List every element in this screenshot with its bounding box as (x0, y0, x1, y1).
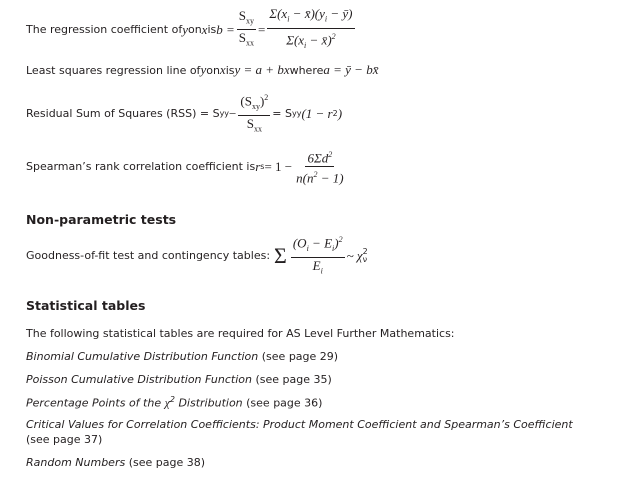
ls-is: is (225, 63, 235, 77)
rss-sub: yy (219, 109, 230, 119)
table-page: (see page 38) (125, 456, 206, 469)
num-a: Σ(x (269, 6, 288, 21)
spearman-num-sup: 2 (328, 150, 333, 159)
sxx: S (238, 30, 247, 46)
table-item-critical-values (26, 418, 573, 431)
regression-text: The regression coefficient of (26, 23, 183, 37)
sigma-symbol: Σ (274, 242, 287, 268)
g-approx: ~ χ (346, 247, 363, 263)
chi-symbol: χ (164, 395, 170, 410)
sxy-over-sxx (237, 9, 256, 51)
g-den-i: i (320, 266, 323, 276)
spearman-num: 6Σd (307, 150, 329, 166)
table-item-critical-values-page: (see page 37) (26, 433, 103, 446)
sxy-sub: xy (246, 16, 255, 26)
goodness-fraction (291, 233, 345, 279)
sxx-sub: xx (246, 38, 255, 48)
goodness-formula (26, 233, 368, 279)
table-item-chi-squared (26, 395, 322, 411)
g-chi-scripts (363, 248, 368, 264)
rss-fraction (238, 91, 270, 137)
goodness-text: Goodness-of-fit test and contingency tables: (26, 249, 271, 263)
num-end: − ȳ) (327, 6, 353, 21)
rss-num-sup: 2 (264, 93, 269, 102)
is-text: is (207, 23, 217, 37)
b-equals: b = (216, 21, 235, 37)
table-page: (see page 35) (251, 373, 332, 386)
den-a: Σ(x (286, 31, 305, 47)
g-num-i2: i (332, 243, 335, 253)
spearman-text: Spearman’s rank correlation coefficient is (26, 160, 256, 174)
g-num-mid: − E (308, 235, 333, 251)
spearman-fraction (294, 148, 345, 186)
table-item-binomial (26, 350, 338, 363)
tables-intro: The following statistical tables are required for AS Level Further Mathematics: (26, 327, 455, 340)
table-name: Binomial Cumulative Distribution Function (26, 350, 259, 363)
rss-tail-sup: 2 (332, 109, 338, 119)
table-page: (see page 36) (242, 396, 323, 410)
rss-formula (26, 91, 342, 137)
var-y: y (182, 21, 188, 37)
den-sup: 2 (331, 31, 336, 41)
g-chi-sup: 2 (362, 246, 368, 256)
ls-on: on (206, 63, 220, 77)
g-num-end: ) (334, 235, 339, 251)
g-num: (O (292, 235, 307, 251)
spearman-eq: = 1 − (264, 158, 293, 174)
ls-eq2: a = ȳ − bx̄ (323, 62, 379, 77)
spearman-r: r (255, 158, 261, 174)
table-name-pre: Percentage Points of the (26, 396, 165, 410)
g-num-sup: 2 (338, 235, 343, 244)
statistical-tables-heading: Statistical tables (26, 298, 146, 313)
ls-eq1: y = a + bx (234, 62, 290, 77)
equals-sign: = (258, 21, 266, 37)
ls-y: y (200, 62, 207, 77)
spearman-den-sup: 2 (313, 170, 318, 180)
ls-where: where (289, 63, 324, 77)
table-page: (see page 29) (258, 350, 339, 363)
table-name: Poisson Cumulative Distribution Function (26, 373, 252, 386)
rss-num-end: ) (259, 93, 265, 109)
on-text: on (187, 23, 202, 37)
var-x: x (201, 21, 208, 37)
ls-x: x (219, 62, 226, 77)
spearman-r-sub: s (260, 162, 265, 172)
spearman-den-end: − 1) (317, 170, 344, 186)
spearman-den: n(n (296, 170, 314, 186)
rss-minus: − (229, 105, 237, 121)
nonparametric-heading: Non-parametric tests (26, 212, 177, 227)
den-i: i (304, 40, 307, 50)
chi-sup: 2 (169, 395, 175, 404)
g-chi-sub: ν (362, 254, 368, 264)
rss-num-sub: xy (251, 101, 260, 111)
regression-coefficient-formula (26, 7, 357, 53)
num-mid: − x̄)(y (289, 6, 325, 21)
sum-fraction (267, 7, 354, 53)
g-den: E (312, 257, 321, 273)
rss-eq: = S (272, 107, 292, 121)
table-item-random-numbers (26, 456, 205, 469)
g-num-i: i (306, 243, 309, 253)
rss-tail-end: ) (337, 105, 343, 121)
rss-den: S (246, 115, 254, 131)
rss-tail: (1 − r (301, 105, 333, 121)
table-name-post: Distribution (174, 396, 243, 410)
ls-text: Least squares regression line of (26, 63, 201, 77)
rss-text: Residual Sum of Squares (RSS) = S (26, 107, 220, 121)
table-item-poisson (26, 373, 332, 386)
num-i2: i (324, 14, 328, 24)
spearman-formula (26, 148, 348, 186)
rss-den-sub: xx (253, 124, 262, 134)
num-i: i (287, 14, 290, 24)
rss-eq-sub: yy (291, 109, 302, 119)
least-squares-formula (26, 62, 378, 78)
table-name: Random Numbers (26, 456, 126, 469)
den-end: − x̄) (306, 31, 332, 47)
sxy: S (238, 7, 247, 23)
rss-num: (S (240, 93, 252, 109)
table-name: Critical Values for Correlation Coefficients: Product Moment Coefficient and Spearman’s Coefficient (26, 418, 573, 431)
